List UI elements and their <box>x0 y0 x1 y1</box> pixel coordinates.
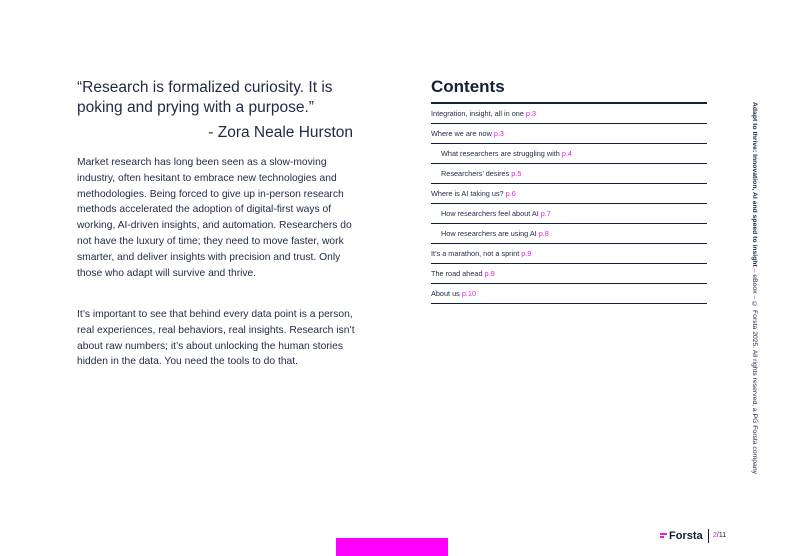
toc-item-label: Researchers’ desires <box>441 169 510 178</box>
side-running-header <box>750 102 758 474</box>
toc-item-label: Where is AI taking us? <box>431 189 504 198</box>
quote-author: - Zora Neale Hurston <box>208 124 353 141</box>
toc-item-label: How researchers feel about AI <box>441 209 539 218</box>
toc-item-page: p.4 <box>561 149 572 158</box>
toc-item-label: About us <box>431 289 460 298</box>
footer-divider <box>708 529 709 543</box>
side-title: Adapt to thrive: Innovation, AI and speed to insight <box>751 102 758 267</box>
side-separator-2: – <box>751 293 758 302</box>
toc-item-label: Integration, insight, all in one <box>431 109 524 118</box>
side-type: eBook <box>751 274 758 294</box>
toc-item[interactable] <box>431 204 707 224</box>
forsta-logo <box>660 530 703 542</box>
toc-item-label: How researchers are using AI <box>441 229 537 238</box>
forsta-logo-icon <box>660 532 667 540</box>
toc-item-page: p.8 <box>538 229 549 238</box>
toc-item[interactable] <box>431 144 707 164</box>
page-number <box>713 532 726 539</box>
table-of-contents <box>431 102 707 304</box>
toc-item[interactable] <box>431 284 707 304</box>
toc-item[interactable] <box>431 264 707 284</box>
toc-item-page: p.5 <box>511 169 522 178</box>
toc-item-page: p.6 <box>505 189 516 198</box>
toc-item[interactable] <box>431 224 707 244</box>
page-current: 2 <box>713 532 717 539</box>
page-total: /11 <box>716 532 727 539</box>
toc-item-page: p.3 <box>525 109 537 118</box>
body-paragraph-2: It’s important to see that behind every data point is a person, real experiences, real behaviors, real insights. Research isn’t about raw numbers; it’s about unlocking the human stories hidden in the data. You need the tools to do that. <box>77 309 355 368</box>
contents-title: Contents <box>431 77 505 96</box>
side-separator-1: – <box>751 266 758 275</box>
toc-item[interactable] <box>431 164 707 184</box>
toc-item[interactable] <box>431 104 707 124</box>
toc-item[interactable] <box>431 244 707 264</box>
toc-item-page: p.9 <box>521 249 532 258</box>
toc-item-page: p.7 <box>540 209 551 218</box>
toc-item-label: Where we are now <box>431 129 492 138</box>
toc-item-label: What researchers are struggling with <box>441 149 560 158</box>
toc-item[interactable] <box>431 184 707 204</box>
toc-item-label: The road ahead <box>431 269 483 278</box>
accent-bar <box>336 538 448 556</box>
logo-text: Forsta <box>669 530 703 542</box>
body-paragraph-1: Market research has long been seen as a slow-moving industry, often hesitant to embrace new technologies and methodologies. Being forced to give up in-person research methods accelerated the adoption of digital-first ways of working, AI-driven insights, and automation. Researchers do not have the luxury of time; they need to move faster, work smarter, and deliver insights with precision and trust. Only those who adapt will survive and thrive. <box>77 157 352 279</box>
toc-item-page: p.10 <box>461 289 477 298</box>
toc-item-page: p.3 <box>493 129 504 138</box>
quote-text: “Research is formalized curiosity. It is poking and prying with a purpose.” <box>77 79 333 116</box>
side-copyright: © Forsta 2025. All rights reserved, a PG Forsta company <box>751 301 758 475</box>
toc-item-label: It’s a marathon, not a sprint <box>431 249 520 258</box>
toc-item-page: p.9 <box>484 269 495 278</box>
toc-item[interactable] <box>431 124 707 144</box>
